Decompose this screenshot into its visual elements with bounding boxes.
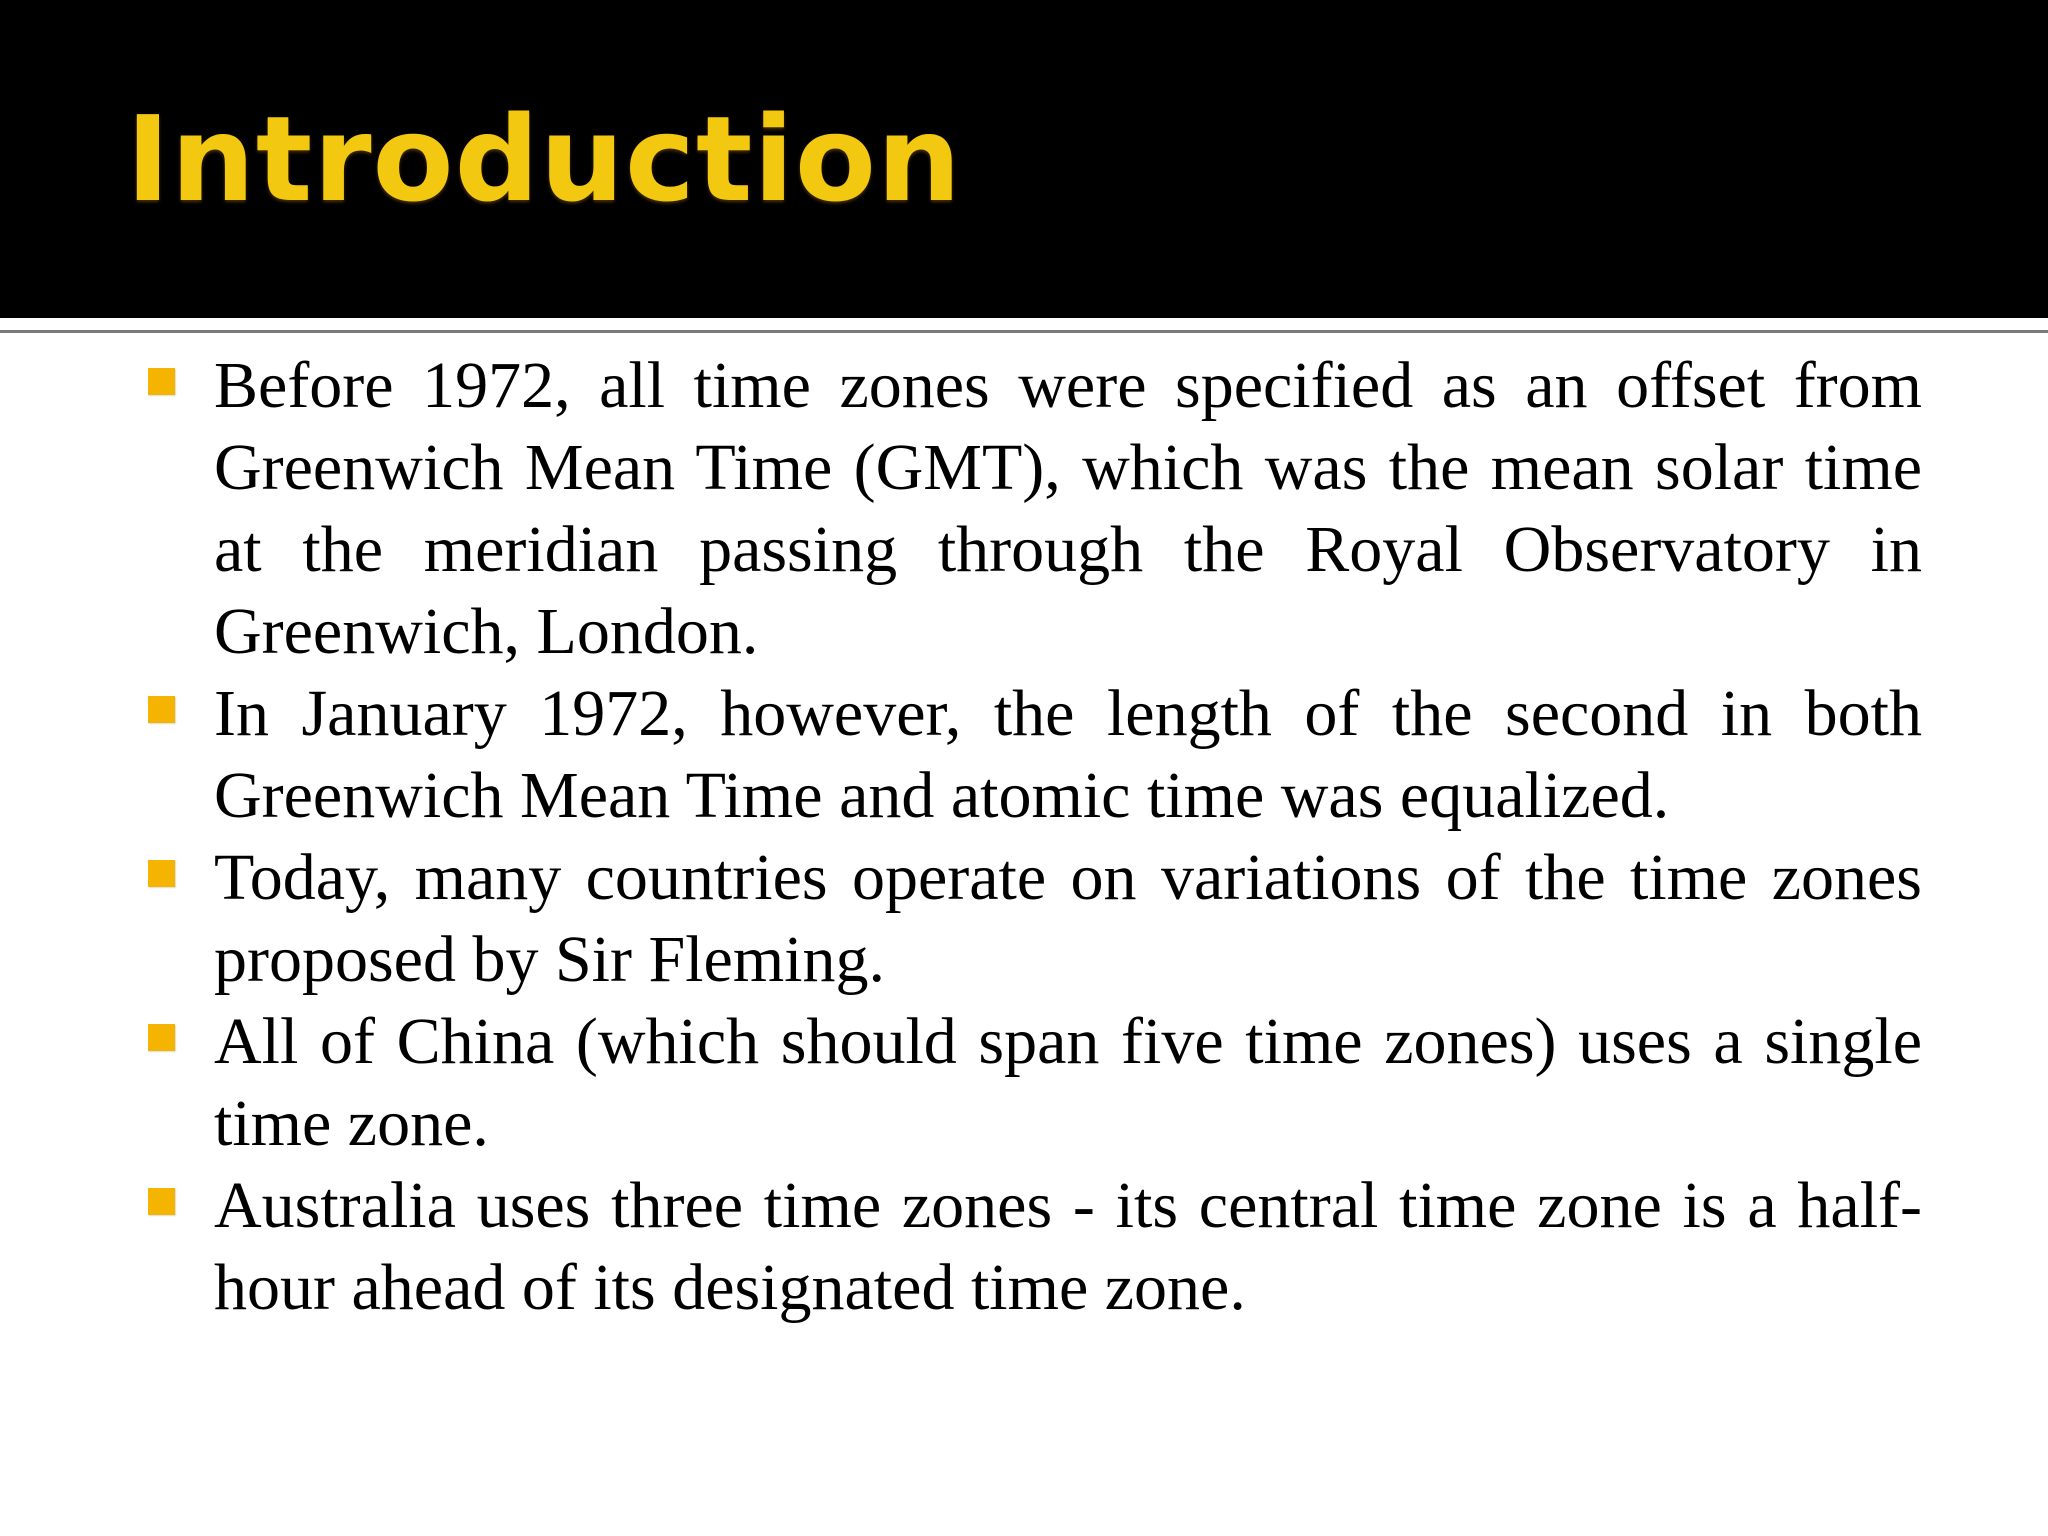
square-bullet-icon <box>148 368 175 395</box>
bullet-list <box>0 345 2048 1329</box>
bullet-text: In January 1972, however, the length of the second in both Greenwich Mean Time and atomic time was equalized. <box>214 677 1922 832</box>
divider-line <box>0 330 2048 333</box>
slide-title: Introduction <box>126 90 962 228</box>
bullet-item <box>0 1165 1922 1329</box>
square-bullet-icon <box>148 1188 175 1215</box>
bullet-item <box>0 837 1922 1001</box>
bullet-text: Before 1972, all time zones were specified as an offset from Greenwich Mean Time (GMT), which was the mean solar time at the meridian passing through the Royal Observatory in Greenwich, London. <box>214 349 1922 668</box>
slide-content <box>0 345 2048 1536</box>
bullet-text: All of China (which should span five time zones) uses a single time zone. <box>214 1005 1922 1160</box>
bullet-item <box>0 345 1922 673</box>
square-bullet-icon <box>148 1024 175 1051</box>
bullet-text: Today, many countries operate on variations of the time zones proposed by Sir Fleming. <box>214 841 1922 996</box>
bullet-item <box>0 1001 1922 1165</box>
square-bullet-icon <box>148 696 175 723</box>
bullet-item <box>0 673 1922 837</box>
title-gap <box>0 318 2048 328</box>
square-bullet-icon <box>148 860 175 887</box>
title-bar <box>0 0 2048 318</box>
bullet-text: Australia uses three time zones - its central time zone is a half-hour ahead of its designated time zone. <box>214 1169 1922 1324</box>
